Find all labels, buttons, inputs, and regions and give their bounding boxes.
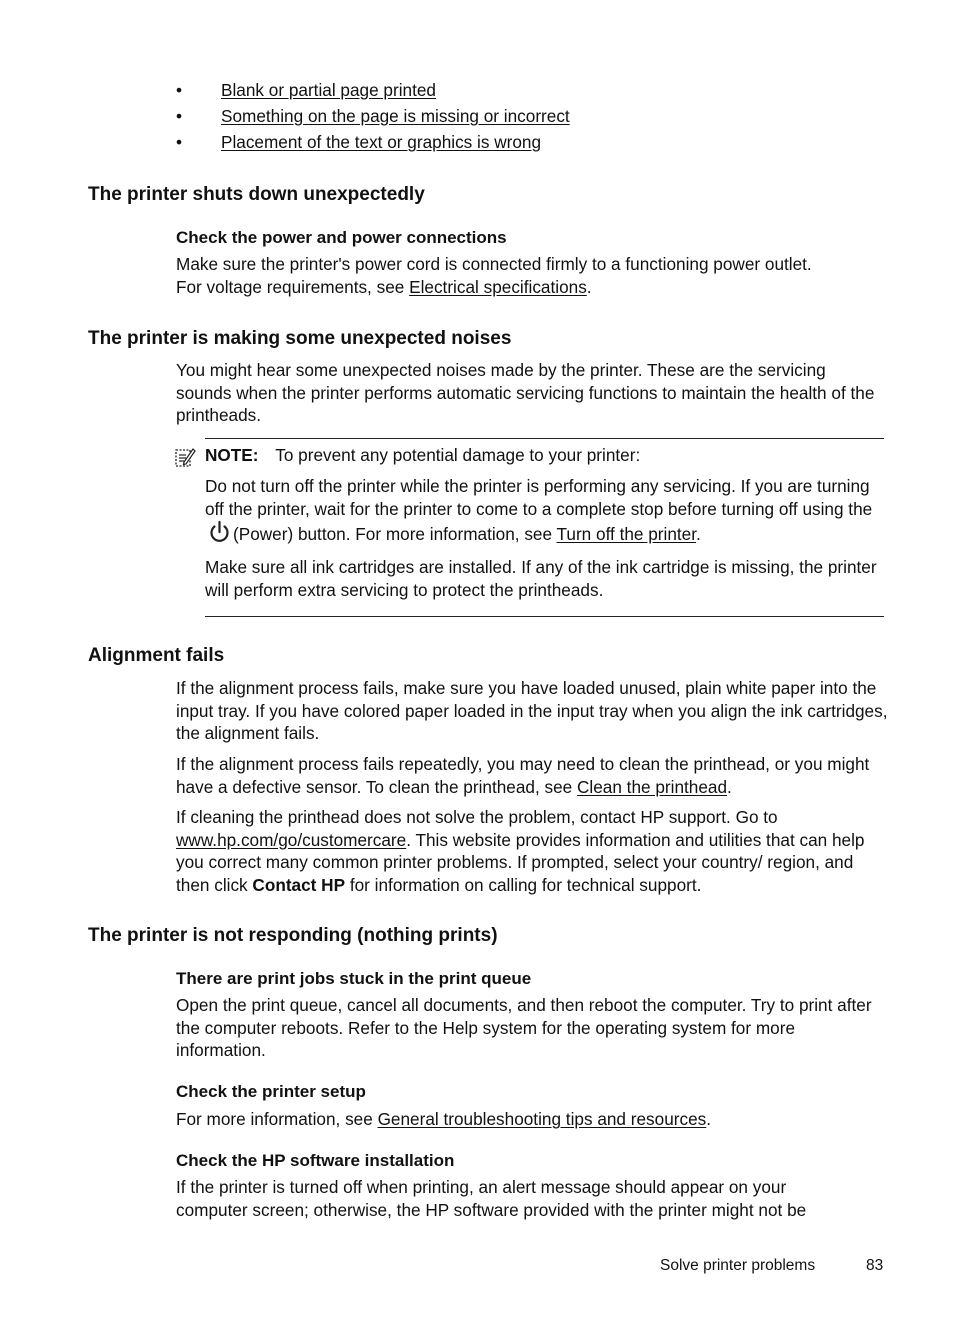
note-top-rule: [205, 438, 884, 439]
link-placement-wrong[interactable]: Placement of the text or graphics is wrong: [221, 132, 542, 152]
heading-alignment-fails: Alignment fails: [88, 645, 225, 666]
text-do-not-turn-off: Do not turn off the printer while the printer is performing any servicing. If you are turning off the printer, wait for the printer to come to a complete stop before turning off using the: [205, 476, 873, 519]
power-icon: [208, 520, 231, 550]
text-website-info: . This website provides information and utilities that can help you correct many common printer problems. If prompted, select your country/ region, and then click: [176, 829, 865, 895]
footer-section-title: Solve printer problems: [660, 1257, 816, 1274]
text-contact-hp: Contact HP: [252, 874, 346, 895]
text-period: .: [727, 776, 732, 797]
text-voltage-pre: For voltage requirements, see: [176, 276, 410, 297]
paragraph-alignment-3: [176, 806, 880, 896]
text-more-info: For more information, see: [176, 1109, 378, 1129]
subheading-power-connections: Check the power and power connections: [176, 228, 507, 247]
note-header: [205, 444, 640, 467]
text-period: .: [696, 524, 701, 545]
subheading-hp-software: Check the HP software installation: [176, 1151, 455, 1170]
heading-unexpected-noises: The printer is making some unexpected noises: [88, 328, 512, 349]
link-customercare[interactable]: www.hp.com/go/customercare: [176, 829, 407, 850]
text-power-button: (Power) button. For more information, see: [233, 524, 557, 545]
heading-shuts-down: The printer shuts down unexpectedly: [88, 184, 425, 205]
paragraph-print-queue: Open the print queue, cancel all documents, and then reboot the computer. Try to print after the computer reboots. Refer to the Help system for the operating system for more information.: [176, 995, 872, 1061]
text-period: .: [586, 276, 592, 297]
text-alignment-repeated: If the alignment process fails repeatedly, you may need to clean the printhead, or you might have a defective sensor. To clean the printhead, see: [176, 754, 870, 797]
paragraph-printer-setup: [176, 1108, 888, 1131]
note-bottom-rule: [205, 616, 884, 617]
text-power-cord: Make sure the printer's power cord is connected firmly to a functioning power outlet.: [176, 254, 812, 274]
bullet-marker: •: [176, 106, 183, 126]
note-paragraph-cartridges: Make sure all ink cartridges are installed. If any of the ink cartridge is missing, the printer will perform extra servicing to protect the printheads.: [205, 557, 877, 600]
note-icon: [174, 446, 196, 473]
paragraph-noises: You might hear some unexpected noises made by the printer. These are the servicing sounds when the printer performs automatic servicing functions to maintain the health of the printheads.: [176, 360, 875, 426]
link-missing-incorrect[interactable]: Something on the page is missing or incorrect: [221, 106, 570, 126]
footer-page-number: 83: [866, 1257, 884, 1274]
subheading-print-queue: There are print jobs stuck in the print queue: [176, 969, 532, 988]
text-period: .: [706, 1109, 712, 1129]
link-electrical-specifications[interactable]: Electrical specifications: [409, 276, 587, 297]
note-paragraph-servicing: [205, 475, 889, 550]
bullet-marker: •: [176, 132, 183, 152]
paragraph-hp-software: If the printer is turned off when printing, an alert message should appear on your computer screen; otherwise, the HP software provided with the printer might not be: [176, 1177, 807, 1220]
link-blank-partial-page[interactable]: Blank or partial page printed: [221, 80, 436, 100]
link-clean-printhead[interactable]: Clean the printhead: [577, 776, 728, 797]
note-intro: To prevent any potential damage to your printer:: [275, 445, 641, 465]
link-turn-off-printer[interactable]: Turn off the printer: [556, 524, 697, 545]
paragraph-power-cord: [176, 253, 888, 298]
note-label: NOTE:: [205, 445, 259, 465]
subheading-printer-setup: Check the printer setup: [176, 1082, 366, 1101]
paragraph-alignment-1: If the alignment process fails, make sure you have loaded unused, plain white paper into the input tray. If you have colored paper loaded in the input tray when you align the ink cartridges, the alignment fails.: [176, 678, 888, 744]
bullet-marker: •: [176, 80, 183, 100]
heading-not-responding: The printer is not responding (nothing prints): [88, 925, 498, 946]
link-general-troubleshooting[interactable]: General troubleshooting tips and resources: [377, 1109, 707, 1129]
text-contact-support: If cleaning the printhead does not solve the problem, contact HP support. Go to: [176, 807, 778, 827]
paragraph-alignment-2: [176, 753, 876, 798]
text-technical-support: for information on calling for technical support.: [345, 874, 702, 895]
